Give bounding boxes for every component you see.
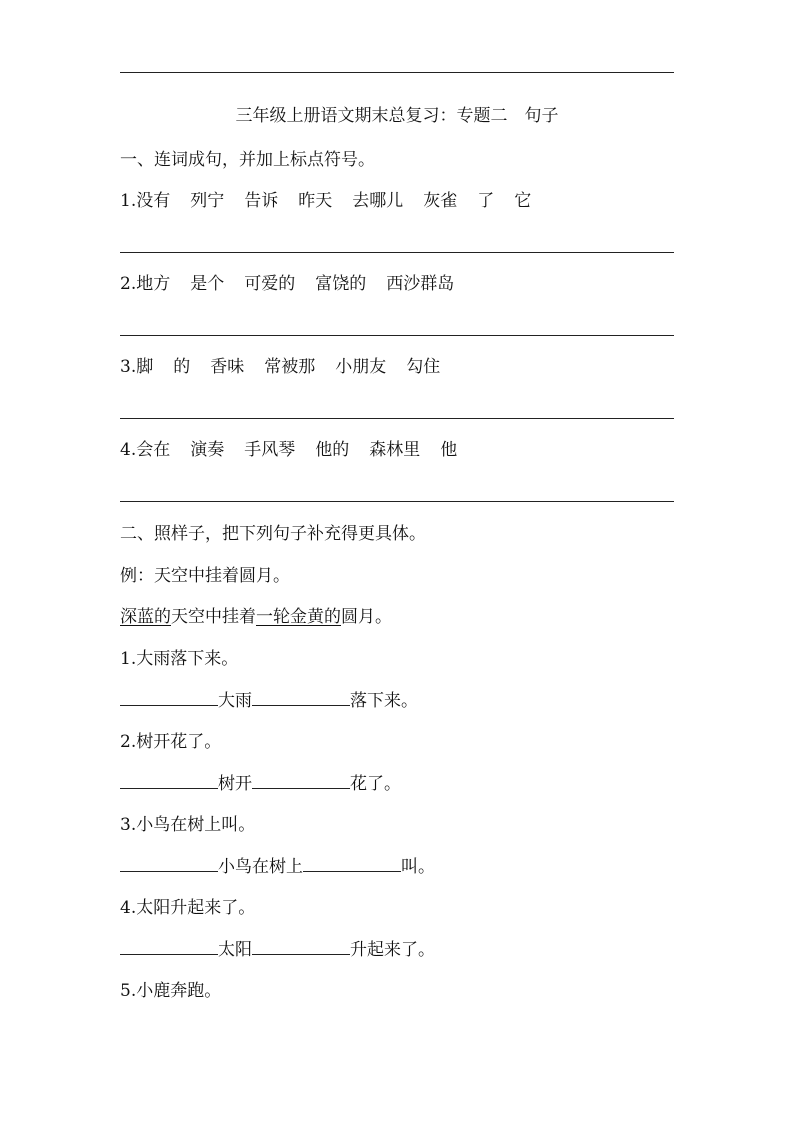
- word: 他: [440, 440, 458, 460]
- answer-line-1[interactable]: [120, 252, 674, 253]
- s2-fill-1: [120, 689, 418, 712]
- fill-text: 升起来了。: [350, 940, 435, 960]
- word: 会在: [136, 440, 171, 460]
- example-label: 例：天空中挂着圆月。: [120, 566, 290, 586]
- item-number: 1.: [120, 191, 137, 211]
- s2-prompt-3: 3.小鸟在树上叫。: [120, 815, 256, 835]
- word: 去哪儿: [352, 191, 404, 211]
- word: 告诉: [244, 191, 279, 211]
- word: 它: [514, 191, 532, 211]
- blank-field[interactable]: [252, 689, 350, 706]
- s2-prompt-2: 2.树开花了。: [120, 732, 222, 752]
- header-rule: [120, 72, 674, 73]
- word: 地方: [136, 274, 171, 294]
- word: 西沙群岛: [386, 274, 455, 294]
- word: 昨天: [298, 191, 333, 211]
- word: 小朋友: [335, 357, 387, 377]
- blank-field[interactable]: [120, 938, 218, 955]
- answer-line-4[interactable]: [120, 501, 674, 502]
- example-sentence: [120, 606, 392, 628]
- blank-field[interactable]: [120, 772, 218, 789]
- fill-text: 小鸟在树上: [218, 857, 303, 877]
- word: 手风琴: [244, 440, 296, 460]
- word: 灰雀: [423, 191, 458, 211]
- blank-field[interactable]: [252, 772, 350, 789]
- word: 他的: [315, 440, 350, 460]
- word: 是个: [190, 274, 225, 294]
- s2-fill-4: [120, 938, 435, 961]
- fill-text: 大雨: [218, 691, 252, 711]
- s1-item-4: [120, 439, 477, 461]
- blank-field[interactable]: [252, 938, 350, 955]
- word: 可爱的: [244, 274, 296, 294]
- word: 脚: [136, 357, 154, 377]
- item-number: 2.: [120, 274, 137, 294]
- fill-text: 落下来。: [350, 691, 418, 711]
- page-title: 三年级上册语文期末总复习：专题二 句子: [235, 106, 559, 126]
- fill-text: 叫。: [401, 857, 435, 877]
- item-number: 4.: [120, 440, 137, 460]
- word: 香味: [210, 357, 245, 377]
- word: 演奏: [190, 440, 225, 460]
- word: 了: [477, 191, 495, 211]
- s2-fill-3: [120, 855, 435, 878]
- example-underlined-1: 深蓝的: [120, 607, 171, 627]
- word: 没有: [136, 191, 171, 211]
- example-underlined-3: 一轮金黄的: [256, 607, 341, 627]
- answer-line-2[interactable]: [120, 335, 674, 336]
- answer-line-3[interactable]: [120, 418, 674, 419]
- section1-heading: 一、连词成句，并加上标点符号。: [120, 150, 375, 170]
- s2-prompt-4: 4.太阳升起来了。: [120, 898, 256, 918]
- s1-item-1: [120, 190, 551, 212]
- word: 常被那: [264, 357, 316, 377]
- example-text-4: 圆月。: [341, 607, 392, 627]
- example-text-2: 天空中挂着: [171, 607, 256, 627]
- blank-field[interactable]: [303, 855, 401, 872]
- blank-field[interactable]: [120, 689, 218, 706]
- s2-fill-2: [120, 772, 401, 795]
- word: 勾住: [406, 357, 441, 377]
- s2-prompt-5: 5.小鹿奔跑。: [120, 981, 222, 1001]
- blank-field[interactable]: [120, 855, 218, 872]
- fill-text: 花了。: [350, 774, 401, 794]
- word: 森林里: [369, 440, 421, 460]
- item-number: 3.: [120, 357, 137, 377]
- word: 富饶的: [315, 274, 367, 294]
- word: 的: [173, 357, 191, 377]
- word: 列宁: [190, 191, 225, 211]
- section2-heading: 二、照样子，把下列句子补充得更具体。: [120, 524, 426, 544]
- s1-item-2: [120, 273, 474, 295]
- fill-text: 太阳: [218, 940, 252, 960]
- s1-item-3: [120, 356, 460, 378]
- s2-prompt-1: 1.大雨落下来。: [120, 649, 239, 669]
- fill-text: 树开: [218, 774, 252, 794]
